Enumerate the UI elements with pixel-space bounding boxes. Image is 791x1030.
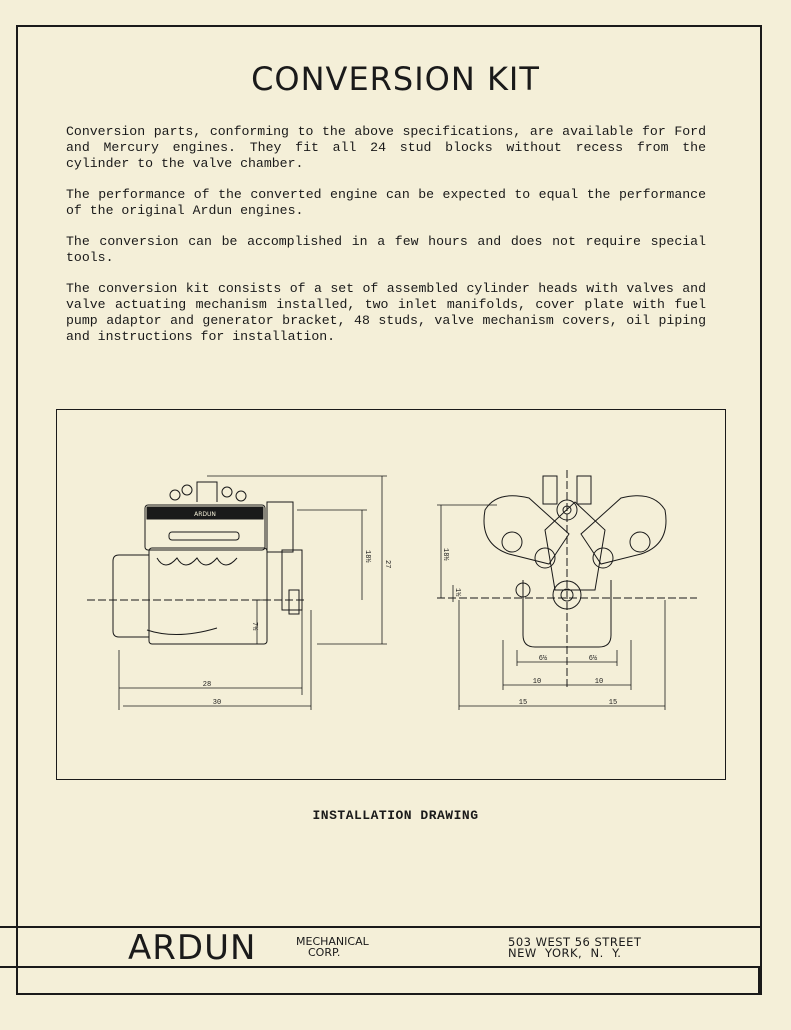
paragraph-4: The conversion kit consists of a set of assembled cylinder heads with valves and valve actuating mechanism installed, two inlet manifolds, cover plate with fuel pump adaptor and generator bracket, 48 studs, valve mechanism covers, oil piping and instructions for installation. bbox=[66, 281, 706, 344]
front-view-engine bbox=[437, 470, 697, 690]
engine-badge: ARDUN bbox=[194, 511, 216, 518]
page-title: CONVERSION KIT bbox=[251, 60, 540, 98]
engine-drawing-svg bbox=[57, 410, 725, 779]
front-dim-half-mid-right: 10 bbox=[594, 678, 604, 686]
footer-lower-box bbox=[16, 968, 760, 995]
front-dim-half-inner-right: 6½ bbox=[588, 655, 598, 663]
side-view-engine bbox=[87, 482, 307, 644]
side-dim-inner-height: 18½ bbox=[363, 550, 371, 563]
company-address bbox=[508, 937, 641, 959]
address-line-2: NEW YORK, N. Y. bbox=[508, 946, 622, 960]
front-dim-half-outer-left: 15 bbox=[518, 699, 528, 707]
brand-logo: ARDUN bbox=[128, 928, 257, 968]
front-dim-half-inner-left: 6½ bbox=[538, 655, 548, 663]
side-dim-height: 27 bbox=[383, 560, 391, 569]
address-line-1: 503 WEST 56 STREET bbox=[508, 935, 642, 949]
front-dim-low: 1½ bbox=[453, 588, 461, 597]
corp-line-1: MECHANICAL bbox=[296, 935, 369, 948]
side-dim-low: 7½ bbox=[250, 622, 258, 631]
paragraph-2: The performance of the converted engine can be expected to equal the performance of the original Ardun engines. bbox=[66, 187, 706, 218]
side-dim-bottom-outer: 30 bbox=[212, 699, 222, 707]
paragraph-1: Conversion parts, conforming to the above specifications, are available for Ford and Mercury engines. They fit all 24 stud blocks without recess from the cylinder to the valve chamber. bbox=[66, 124, 706, 171]
front-dim-half-mid-left: 10 bbox=[532, 678, 542, 686]
drawing-caption: INSTALLATION DRAWING bbox=[312, 808, 479, 823]
front-dim-half-outer-right: 15 bbox=[608, 699, 618, 707]
footer-band bbox=[0, 926, 762, 968]
installation-drawing bbox=[56, 409, 726, 780]
paragraph-3: The conversion can be accomplished in a few hours and does not require special tools. bbox=[66, 234, 706, 265]
corp-name bbox=[296, 936, 369, 958]
corp-line-2: CORP. bbox=[308, 946, 341, 959]
body-text bbox=[66, 124, 706, 360]
front-dim-height: 18½ bbox=[441, 548, 449, 561]
side-dim-bottom-inner: 28 bbox=[202, 681, 212, 689]
